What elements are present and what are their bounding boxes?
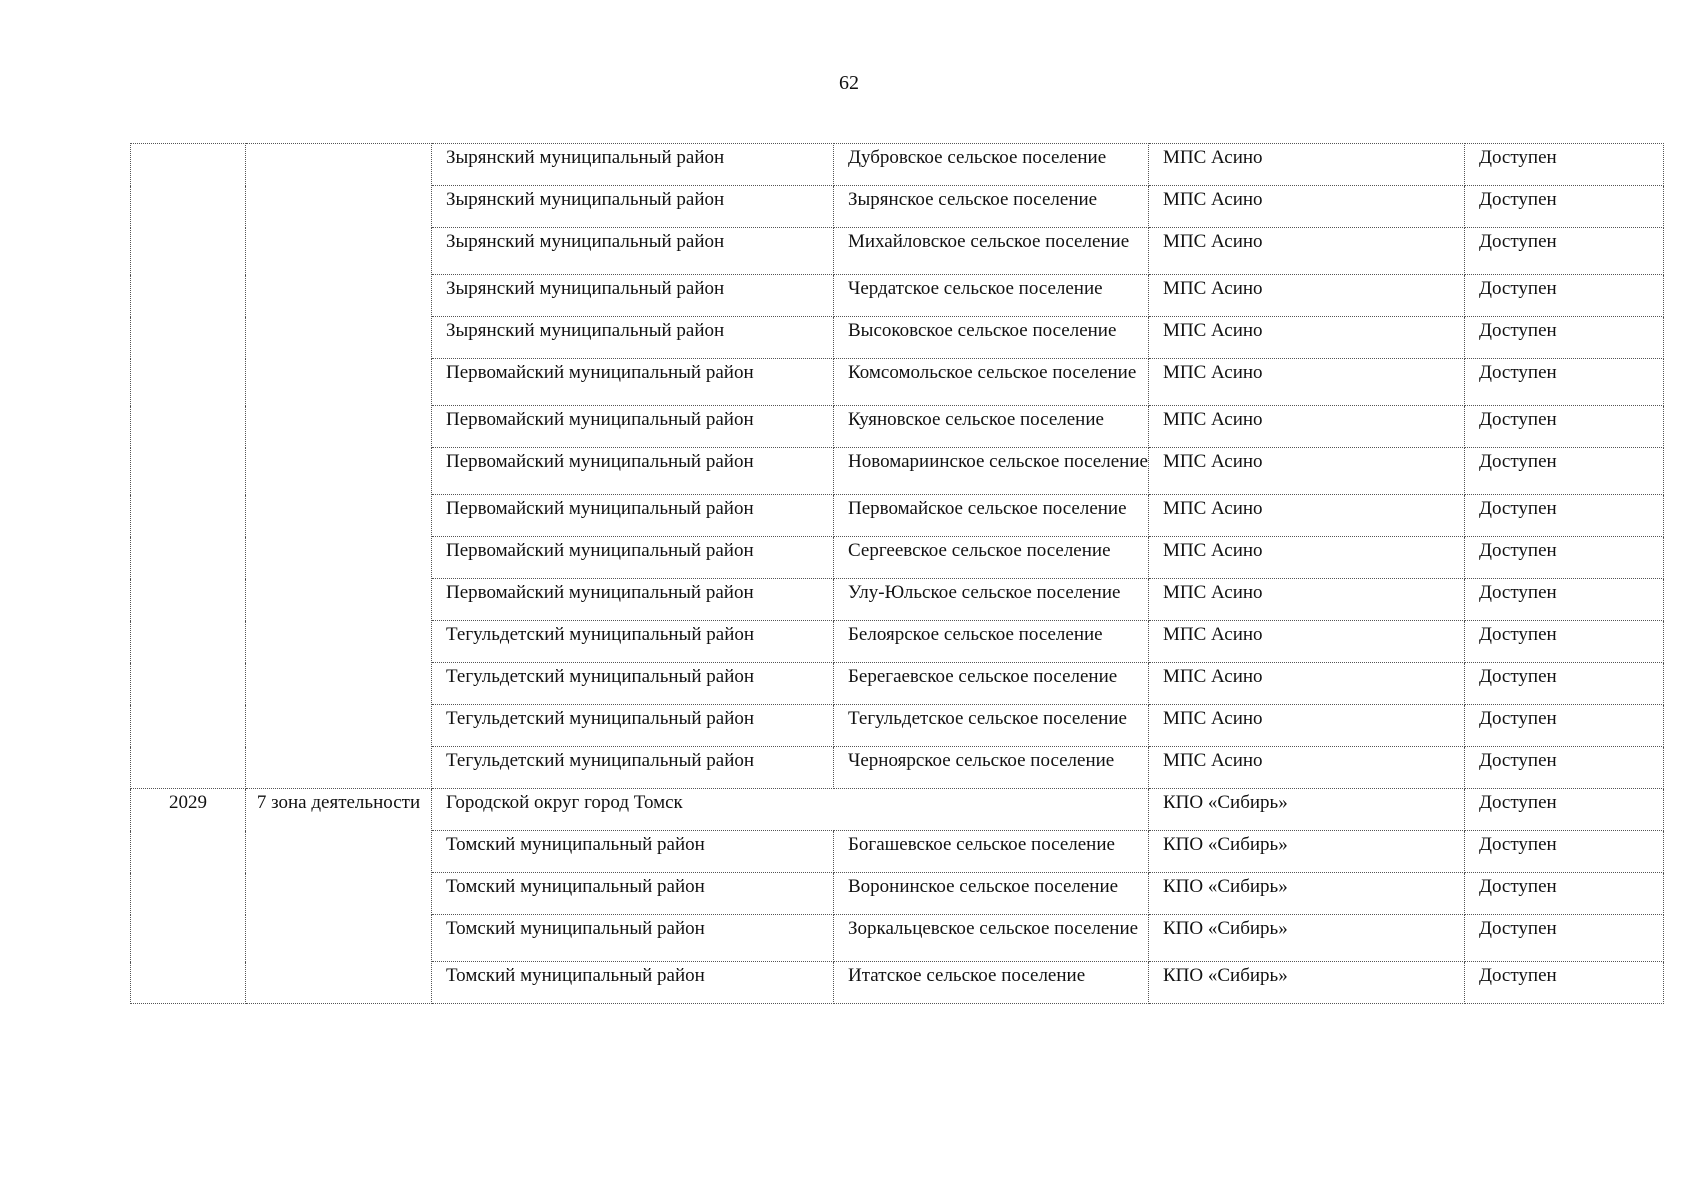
operator-cell: МПС Асино (1149, 495, 1465, 537)
settlement-cell: Дубровское сельское поселение (834, 144, 1149, 186)
district-cell: Первомайский муниципальный район (432, 495, 834, 537)
operator-cell: МПС Асино (1149, 144, 1465, 186)
settlement-cell: Новомариинское сельское поселение (834, 448, 1149, 495)
district-cell: Зырянский муниципальный район (432, 186, 834, 228)
operator-cell: МПС Асино (1149, 705, 1465, 747)
status-cell: Доступен (1465, 663, 1664, 705)
settlement-cell: Зырянское сельское поселение (834, 186, 1149, 228)
settlement-cell: Улу-Юльское сельское поселение (834, 579, 1149, 621)
settlement-cell: Первомайское сельское поселение (834, 495, 1149, 537)
operator-cell: МПС Асино (1149, 359, 1465, 406)
district-cell: Первомайский муниципальный район (432, 448, 834, 495)
status-cell: Доступен (1465, 495, 1664, 537)
territory-table (130, 143, 1664, 1004)
zone-cell (246, 144, 432, 789)
settlement-cell: Тегульдетское сельское поселение (834, 705, 1149, 747)
status-cell: Доступен (1465, 705, 1664, 747)
operator-cell: МПС Асино (1149, 621, 1465, 663)
settlement-cell: Зоркальцевское сельское поселение (834, 915, 1149, 962)
settlement-cell: Сергеевское сельское поселение (834, 537, 1149, 579)
settlement-cell: Чердатское сельское поселение (834, 275, 1149, 317)
district-cell: Томский муниципальный район (432, 962, 834, 1004)
status-cell: Доступен (1465, 186, 1664, 228)
settlement-cell: Воронинское сельское поселение (834, 873, 1149, 915)
district-cell: Тегульдетский муниципальный район (432, 621, 834, 663)
district-cell: Томский муниципальный район (432, 873, 834, 915)
status-cell: Доступен (1465, 406, 1664, 448)
status-cell: Доступен (1465, 915, 1664, 962)
district-cell: Первомайский муниципальный район (432, 537, 834, 579)
operator-cell: КПО «Сибирь» (1149, 962, 1465, 1004)
operator-cell: КПО «Сибирь» (1149, 789, 1465, 831)
operator-cell: МПС Асино (1149, 275, 1465, 317)
status-cell: Доступен (1465, 579, 1664, 621)
settlement-cell: Комсомольское сельское поселение (834, 359, 1149, 406)
status-cell: Доступен (1465, 747, 1664, 789)
district-cell: Тегульдетский муниципальный район (432, 747, 834, 789)
status-cell: Доступен (1465, 359, 1664, 406)
page-number: 62 (839, 72, 859, 94)
operator-cell: КПО «Сибирь» (1149, 831, 1465, 873)
district-cell: Тегульдетский муниципальный район (432, 663, 834, 705)
settlement-cell: Черноярское сельское поселение (834, 747, 1149, 789)
operator-cell: КПО «Сибирь» (1149, 915, 1465, 962)
status-cell: Доступен (1465, 144, 1664, 186)
zone-cell: 7 зона деятельности (246, 789, 432, 1004)
status-cell: Доступен (1465, 831, 1664, 873)
status-cell: Доступен (1465, 873, 1664, 915)
operator-cell: МПС Асино (1149, 747, 1465, 789)
settlement-cell: Белоярское сельское поселение (834, 621, 1149, 663)
district-cell: Зырянский муниципальный район (432, 275, 834, 317)
settlement-cell: Высоковское сельское поселение (834, 317, 1149, 359)
status-cell: Доступен (1465, 317, 1664, 359)
operator-cell: МПС Асино (1149, 579, 1465, 621)
district-cell: Первомайский муниципальный район (432, 579, 834, 621)
operator-cell: МПС Асино (1149, 317, 1465, 359)
district-cell: Томский муниципальный район (432, 915, 834, 962)
year-cell (131, 144, 246, 789)
operator-cell: МПС Асино (1149, 663, 1465, 705)
settlement-cell: Берегаевское сельское поселение (834, 663, 1149, 705)
district-cell: Первомайский муниципальный район (432, 406, 834, 448)
settlement-cell: Итатское сельское поселение (834, 962, 1149, 1004)
table-row (131, 789, 1664, 831)
district-cell: Зырянский муниципальный район (432, 228, 834, 275)
operator-cell: МПС Асино (1149, 186, 1465, 228)
status-cell: Доступен (1465, 228, 1664, 275)
operator-cell: МПС Асино (1149, 406, 1465, 448)
district-cell: Городской округ город Томск (432, 789, 1149, 831)
district-cell: Зырянский муниципальный район (432, 317, 834, 359)
status-cell: Доступен (1465, 275, 1664, 317)
status-cell: Доступен (1465, 621, 1664, 663)
settlement-cell: Богашевское сельское поселение (834, 831, 1149, 873)
status-cell: Доступен (1465, 448, 1664, 495)
status-cell: Доступен (1465, 962, 1664, 1004)
district-cell: Томский муниципальный район (432, 831, 834, 873)
table-body (131, 144, 1664, 1004)
year-cell: 2029 (131, 789, 246, 1004)
table-row (131, 144, 1664, 186)
operator-cell: МПС Асино (1149, 537, 1465, 579)
district-cell: Первомайский муниципальный район (432, 359, 834, 406)
operator-cell: МПС Асино (1149, 448, 1465, 495)
status-cell: Доступен (1465, 537, 1664, 579)
district-cell: Зырянский муниципальный район (432, 144, 834, 186)
district-cell: Тегульдетский муниципальный район (432, 705, 834, 747)
operator-cell: КПО «Сибирь» (1149, 873, 1465, 915)
settlement-cell: Михайловское сельское поселение (834, 228, 1149, 275)
status-cell: Доступен (1465, 789, 1664, 831)
settlement-cell: Куяновское сельское поселение (834, 406, 1149, 448)
operator-cell: МПС Асино (1149, 228, 1465, 275)
